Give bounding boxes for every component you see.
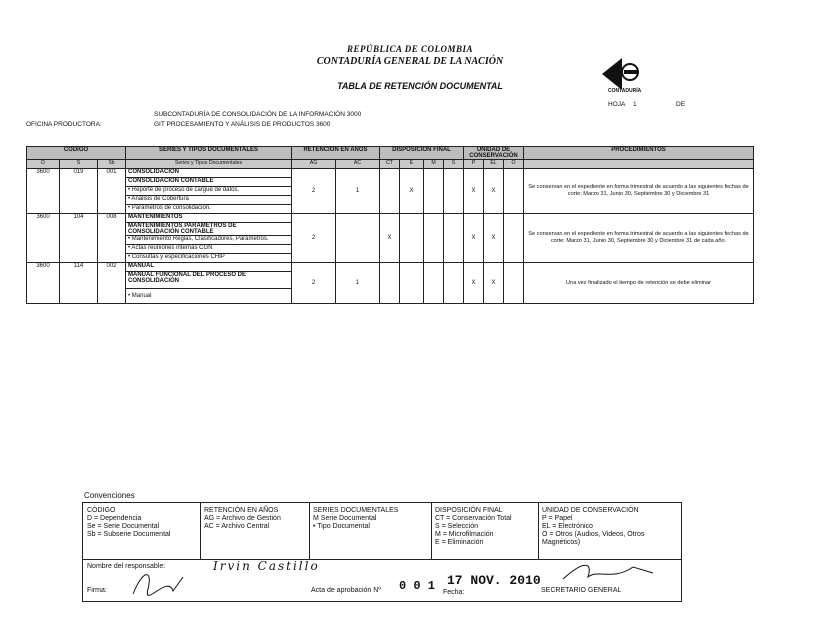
hoja-value: 1	[633, 101, 637, 108]
sub-s: S	[60, 160, 98, 169]
republic-line: REPÚBLICA DE COLOMBIA	[346, 44, 474, 54]
subcontaduria-line: SUBCONTADURÍA DE CONSOLIDACIÓN DE LA INFORMACIÓN 3000	[154, 111, 362, 118]
retention-table	[26, 146, 754, 304]
sub-el: EL	[484, 160, 504, 169]
table-header-row	[27, 147, 754, 160]
oficina-label: OFICINA PRODUCTORA:	[26, 121, 102, 128]
disposicion-legend: DISPOSICIÓN FINAL CT = Conservación Total S = Selección M = Microfilmación E = Eliminación	[435, 507, 512, 546]
tipo-documental: • Manual	[126, 289, 292, 304]
sub-ac: AC	[336, 160, 380, 169]
entity-line: CONTADURÍA GENERAL DE LA NACIÓN	[316, 56, 504, 67]
row-o	[504, 214, 524, 263]
sub-ag: AG	[292, 160, 336, 169]
row-sb: 001	[98, 169, 126, 214]
col-procedimientos: PROCEDIMIENTOS	[524, 147, 754, 160]
de-label: DE	[676, 101, 686, 108]
row-m	[424, 169, 444, 214]
row-p: X	[464, 263, 484, 304]
row-el: X	[484, 214, 504, 263]
codigo-legend: CÓDIGO D = Dependencia Se = Serie Documental Sb = Subserie Documental	[87, 507, 171, 538]
row-s2	[444, 214, 464, 263]
row-el: X	[484, 169, 504, 214]
row-s: 019	[60, 169, 98, 214]
table-subheader-row	[27, 160, 754, 169]
row-e: X	[400, 169, 424, 214]
sub-s2: S	[444, 160, 464, 169]
series-name: MANTENIMIENTOS	[126, 214, 292, 223]
row-procedure: Se conservan en el expediente en forma trimestral de acuerdo a las siguientes fechas de corte: Marzo 31, Junio 30, Septiembre 30 y Diciembre 31 de cada año.	[524, 214, 754, 263]
sub-ct: CT	[380, 160, 400, 169]
nombre-value: Irvin Castillo	[213, 559, 320, 573]
acta-label: Acta de aprobación Nº	[311, 587, 381, 594]
row-el: X	[484, 263, 504, 304]
col-series: SERIES Y TIPOS DOCUMENTALES	[126, 147, 292, 160]
row-p: X	[464, 169, 484, 214]
series-name: MANUAL	[126, 263, 292, 272]
row-procedure: Una vez finalizado el tiempo de retención se debe eliminar	[524, 263, 754, 304]
tipo-documental: • Análisis de Cobertura	[126, 196, 292, 205]
tipo-documental: • Consultas y especificaciones CHIP	[126, 254, 292, 263]
row-ac: 1	[336, 169, 380, 214]
row-ct: X	[380, 214, 400, 263]
row-s2	[444, 263, 464, 304]
sub-d: D	[27, 160, 60, 169]
subseries-name: MANTENIMIENTOS PARÁMETROS DE CONSOLIDACIÓN CONTABLE	[126, 223, 292, 236]
row-ct	[380, 263, 400, 304]
hoja-label: HOJA	[608, 101, 626, 108]
col-retencion: RETENCIÓN EN AÑOS	[292, 147, 380, 160]
row-ac: 1	[336, 263, 380, 304]
row-ag: 2	[292, 263, 336, 304]
col-codigo: CÓDIGO	[27, 147, 126, 160]
row-s2	[444, 169, 464, 214]
sub-o: O	[504, 160, 524, 169]
tipo-documental: • Parámetros de consolidación.	[126, 205, 292, 214]
conventions-title: Convenciones	[84, 491, 135, 500]
row-ac	[336, 214, 380, 263]
row-p: X	[464, 214, 484, 263]
nombre-label: Nombre del responsable:	[87, 563, 166, 570]
fecha-stamp: 17 NOV. 2010	[447, 573, 541, 588]
row-ct	[380, 169, 400, 214]
firma-label: Firma:	[87, 587, 107, 594]
table-row	[27, 214, 754, 223]
sub-m: M	[424, 160, 444, 169]
signature-icon	[128, 569, 188, 599]
tipo-documental: • Reporte de proceso de cargue de datos.	[126, 187, 292, 196]
subseries-name: CONSOLIDACIÓN CONTABLE	[126, 178, 292, 187]
row-o	[504, 263, 524, 304]
series-name: CONSOLIDACIÓN	[126, 169, 292, 178]
sub-p: P	[464, 160, 484, 169]
row-s: 114	[60, 263, 98, 304]
row-m	[424, 263, 444, 304]
tipo-documental: • Actas reuniones internas CGN	[126, 245, 292, 254]
page-title: TABLA DE RETENCIÓN DOCUMENTAL	[337, 81, 503, 91]
row-s: 104	[60, 214, 98, 263]
row-ag: 2	[292, 169, 336, 214]
acta-value: 0 0 1	[399, 579, 436, 593]
secretary-signature-icon	[553, 559, 663, 589]
sub-series: Series y Tipos Documentales	[126, 160, 292, 169]
row-o	[504, 169, 524, 214]
sub-e: E	[400, 160, 424, 169]
row-procedure: Se conservan en el expediente en forma trimestral de acuerdo a las siguientes fechas de corte: Marzo 31, Junio 30, Septiembre 30 y Diciembre 31	[524, 169, 754, 214]
fecha-label: Fecha:	[443, 589, 465, 596]
row-d: 3600	[27, 169, 60, 214]
tipo-documental: • Mantenimiento Reglas, Clasificadores, Parámetros.	[126, 236, 292, 245]
table-row	[27, 263, 754, 272]
unidad-legend: UNIDAD DE CONSERVACIÓN P = Papel EL = Electrónico O = Otros (Audios, Videos, Otros Magnéticos)	[542, 507, 645, 546]
row-ag: 2	[292, 214, 336, 263]
logo-text: CONTADURÍA	[608, 88, 642, 94]
row-m	[424, 214, 444, 263]
conventions-box	[82, 502, 682, 602]
oficina-value: GIT PROCESAMIENTO Y ANÁLISIS DE PRODUCTOS 3600	[154, 121, 331, 128]
subseries-name: MANUAL FUNCIONAL DEL PROCESO DE CONSOLIDACIÓN	[126, 272, 292, 289]
secretario-label: SECRETARIO GENERAL	[541, 587, 622, 594]
sub-sb: Sb	[98, 160, 126, 169]
row-sb: 002	[98, 263, 126, 304]
col-unidad: UNIDAD DE CONSERVACIÓN	[464, 147, 524, 160]
row-sb: 008	[98, 214, 126, 263]
row-e	[400, 263, 424, 304]
row-d: 3600	[27, 263, 60, 304]
retencion-legend: RETENCIÓN EN AÑOS AG = Archivo de Gestión AC = Archivo Central	[204, 507, 281, 530]
col-disposicion: DISPOSICIÓN FINAL	[380, 147, 464, 160]
row-d: 3600	[27, 214, 60, 263]
table-row	[27, 169, 754, 178]
series-legend: SERIES DOCUMENTALES M Serie Documental • Tipo Documental	[313, 507, 399, 530]
row-e	[400, 214, 424, 263]
